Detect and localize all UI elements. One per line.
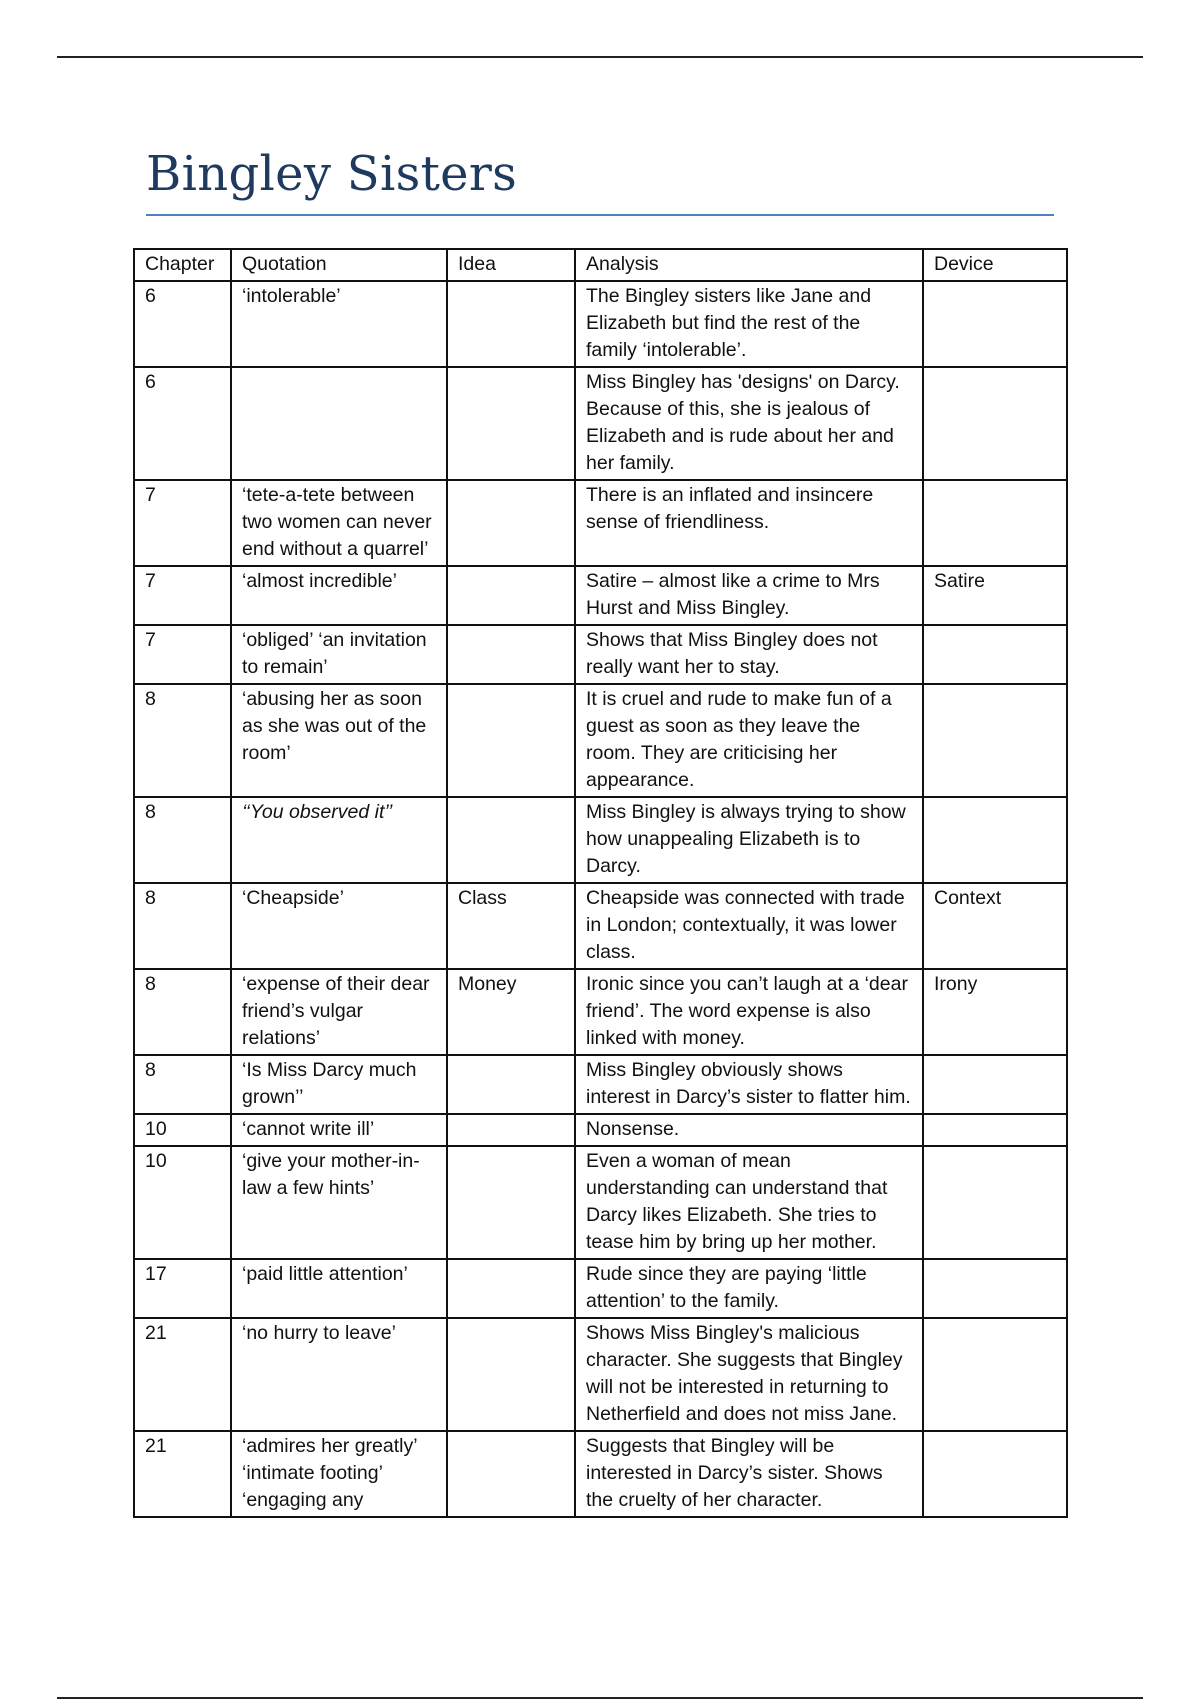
table-row	[134, 367, 1067, 480]
cell-analysis: Suggests that Bingley will be interested in Darcy’s sister. Shows the cruelty of her character.	[575, 1431, 923, 1517]
cell-analysis: There is an inflated and insincere sense of friendliness.	[575, 480, 923, 566]
table-row	[134, 566, 1067, 625]
cell-chapter: 10	[134, 1146, 231, 1259]
cell-analysis: It is cruel and rude to make fun of a guest as soon as they leave the room. They are criticising her appearance.	[575, 684, 923, 797]
header-chapter: Chapter	[134, 249, 231, 281]
cell-chapter: 8	[134, 1055, 231, 1114]
quotation-table	[133, 248, 1068, 1518]
cell-idea: Class	[447, 883, 575, 969]
table-row	[134, 969, 1067, 1055]
cell-chapter: 7	[134, 625, 231, 684]
cell-device	[923, 1114, 1067, 1146]
cell-analysis: Rude since they are paying ‘little attention’ to the family.	[575, 1259, 923, 1318]
cell-quotation: ‘‘You observed it’’	[231, 797, 447, 883]
table-row	[134, 1259, 1067, 1318]
cell-quotation: ‘obliged’ ‘an invitation to remain’	[231, 625, 447, 684]
cell-idea	[447, 1114, 575, 1146]
cell-chapter: 6	[134, 367, 231, 480]
cell-chapter: 21	[134, 1318, 231, 1431]
table-row	[134, 797, 1067, 883]
table-row	[134, 1114, 1067, 1146]
cell-quotation: ‘give your mother-in-law a few hints’	[231, 1146, 447, 1259]
cell-device	[923, 625, 1067, 684]
cell-device	[923, 480, 1067, 566]
header-device: Device	[923, 249, 1067, 281]
cell-device	[923, 797, 1067, 883]
cell-device	[923, 1431, 1067, 1517]
cell-quotation: ‘Cheapside’	[231, 883, 447, 969]
cell-idea	[447, 480, 575, 566]
table-row	[134, 1146, 1067, 1259]
cell-quotation	[231, 367, 447, 480]
page-top-rule	[57, 56, 1143, 58]
cell-device	[923, 1055, 1067, 1114]
cell-idea	[447, 1259, 575, 1318]
cell-idea	[447, 1431, 575, 1517]
cell-device: Context	[923, 883, 1067, 969]
cell-chapter: 10	[134, 1114, 231, 1146]
cell-chapter: 8	[134, 684, 231, 797]
cell-quotation: ‘admires her greatly’ ‘intimate footing’ ‘engaging any	[231, 1431, 447, 1517]
table-row	[134, 281, 1067, 367]
cell-quotation: ‘almost incredible’	[231, 566, 447, 625]
cell-analysis: Satire – almost like a crime to Mrs Hurst and Miss Bingley.	[575, 566, 923, 625]
cell-device	[923, 1318, 1067, 1431]
cell-chapter: 8	[134, 883, 231, 969]
cell-device: Satire	[923, 566, 1067, 625]
cell-chapter: 8	[134, 969, 231, 1055]
cell-idea	[447, 1318, 575, 1431]
header-quotation: Quotation	[231, 249, 447, 281]
cell-device	[923, 367, 1067, 480]
table-row	[134, 1431, 1067, 1517]
table-header-row	[134, 249, 1067, 281]
page-bottom-rule	[57, 1697, 1143, 1699]
cell-analysis: Miss Bingley obviously shows interest in Darcy’s sister to flatter him.	[575, 1055, 923, 1114]
page-title: Bingley Sisters	[146, 146, 518, 202]
cell-quotation: ‘intolerable’	[231, 281, 447, 367]
cell-quotation: ‘tete-a-tete between two women can never end without a quarrel’	[231, 480, 447, 566]
cell-idea	[447, 566, 575, 625]
cell-idea	[447, 1055, 575, 1114]
cell-device: Irony	[923, 969, 1067, 1055]
cell-chapter: 7	[134, 480, 231, 566]
cell-idea: Money	[447, 969, 575, 1055]
cell-analysis: Miss Bingley has 'designs' on Darcy. Because of this, she is jealous of Elizabeth and is rude about her and her family.	[575, 367, 923, 480]
cell-idea	[447, 281, 575, 367]
title-underline	[146, 214, 1054, 216]
table-row	[134, 1318, 1067, 1431]
cell-analysis: Miss Bingley is always trying to show how unappealing Elizabeth is to Darcy.	[575, 797, 923, 883]
cell-analysis: Shows Miss Bingley's malicious character. She suggests that Bingley will not be interested in returning to Netherfield and does not miss Jane.	[575, 1318, 923, 1431]
cell-device	[923, 281, 1067, 367]
table-row	[134, 480, 1067, 566]
cell-chapter: 21	[134, 1431, 231, 1517]
header-idea: Idea	[447, 249, 575, 281]
cell-chapter: 7	[134, 566, 231, 625]
table-row	[134, 883, 1067, 969]
cell-device	[923, 1259, 1067, 1318]
cell-chapter: 6	[134, 281, 231, 367]
table-row	[134, 1055, 1067, 1114]
cell-quotation: ‘abusing her as soon as she was out of the room’	[231, 684, 447, 797]
cell-quotation: ‘cannot write ill’	[231, 1114, 447, 1146]
cell-device	[923, 1146, 1067, 1259]
cell-quotation: ‘expense of their dear friend’s vulgar relations’	[231, 969, 447, 1055]
table-row	[134, 625, 1067, 684]
cell-quotation: ‘no hurry to leave’	[231, 1318, 447, 1431]
cell-quotation: ‘Is Miss Darcy much grown’’	[231, 1055, 447, 1114]
cell-analysis: Nonsense.	[575, 1114, 923, 1146]
cell-analysis: The Bingley sisters like Jane and Elizabeth but find the rest of the family ‘intolerable’.	[575, 281, 923, 367]
cell-analysis: Even a woman of mean understanding can understand that Darcy likes Elizabeth. She tries to tease him by bring up her mother.	[575, 1146, 923, 1259]
cell-idea	[447, 797, 575, 883]
cell-chapter: 17	[134, 1259, 231, 1318]
cell-idea	[447, 684, 575, 797]
cell-analysis: Ironic since you can’t laugh at a ‘dear friend’. The word expense is also linked with money.	[575, 969, 923, 1055]
table-row	[134, 684, 1067, 797]
cell-analysis: Cheapside was connected with trade in London; contextually, it was lower class.	[575, 883, 923, 969]
cell-idea	[447, 1146, 575, 1259]
cell-idea	[447, 625, 575, 684]
header-analysis: Analysis	[575, 249, 923, 281]
cell-device	[923, 684, 1067, 797]
cell-quotation: ‘paid little attention’	[231, 1259, 447, 1318]
cell-analysis: Shows that Miss Bingley does not really want her to stay.	[575, 625, 923, 684]
cell-chapter: 8	[134, 797, 231, 883]
cell-idea	[447, 367, 575, 480]
